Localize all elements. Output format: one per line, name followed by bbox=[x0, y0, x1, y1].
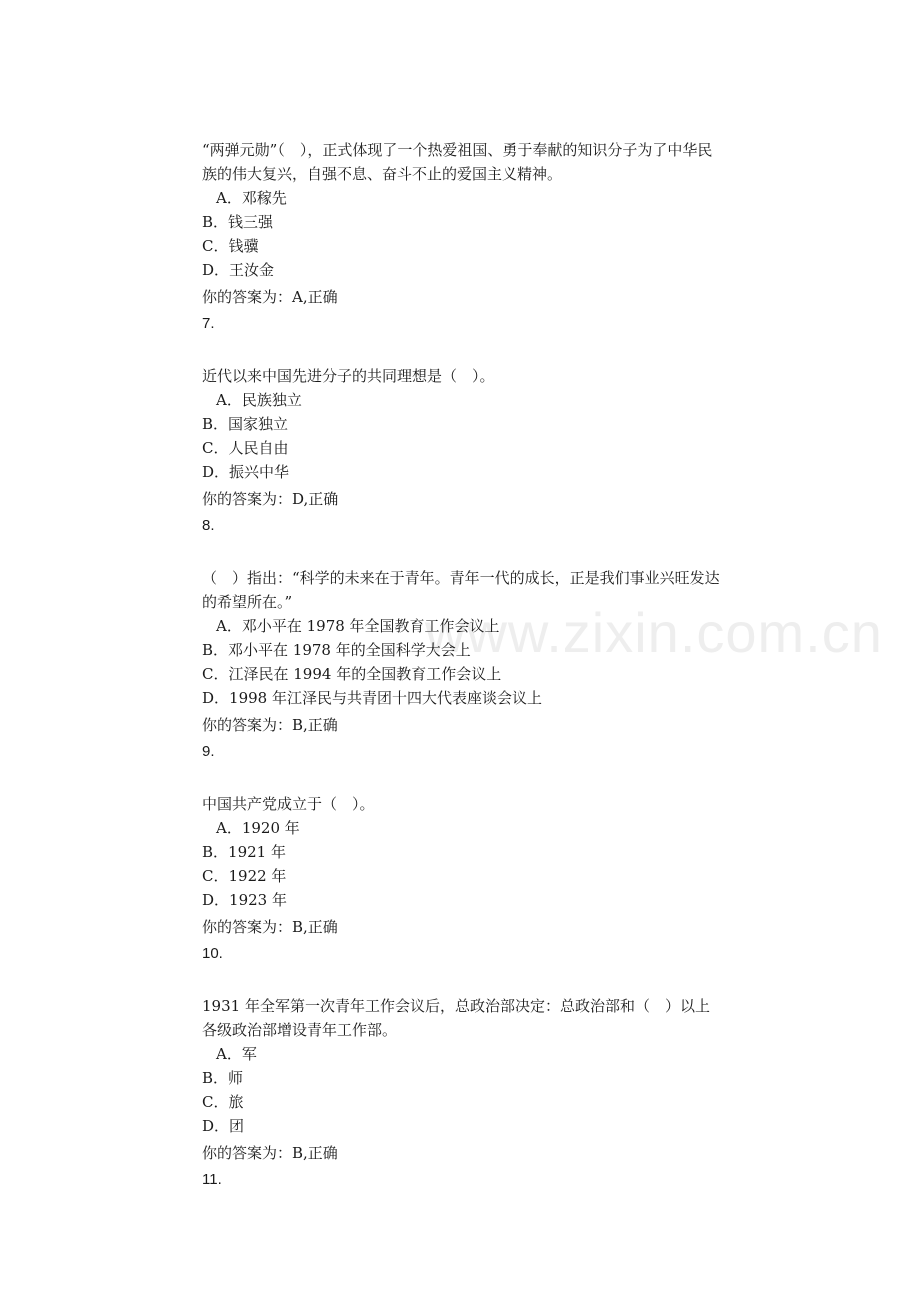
question-item bbox=[202, 792, 722, 966]
question-stem: 中国共产党成立于（ ）。 bbox=[202, 795, 375, 813]
option-c: C．钱骥 bbox=[202, 237, 259, 255]
answer-line: 你的答案为：B,正确 bbox=[202, 716, 338, 734]
question-stem: 1931 年全军第一次青年工作会议后，总政治部决定：总政治部和（ ）以上各级政治部增设青年工作部。 bbox=[202, 997, 710, 1039]
question-stem: （ ）指出：“科学的未来在于青年。青年一代的成长，正是我们事业兴旺发达的希望所在。” bbox=[202, 569, 720, 611]
question-number: 11. bbox=[202, 1171, 222, 1188]
option-c: C．江泽民在 1994 年的全国教育工作会议上 bbox=[202, 665, 502, 683]
answer-line: 你的答案为：D,正确 bbox=[202, 490, 339, 508]
question-stem: “两弹元勋”（ ），正式体现了一个热爱祖国、勇于奉献的知识分子为了中华民族的伟大复兴，自强不息、奋斗不止的爱国主义精神。 bbox=[202, 141, 713, 183]
option-c: C．1922 年 bbox=[202, 867, 287, 885]
question-stem: 近代以来中国先进分子的共同理想是（ ）。 bbox=[202, 367, 495, 385]
option-b: B．师 bbox=[202, 1069, 244, 1087]
question-list bbox=[202, 138, 722, 1220]
option-d: D．王汝金 bbox=[202, 261, 275, 279]
watermark: www.zixin.com.cn bbox=[425, 601, 883, 664]
option-b: B．1921 年 bbox=[202, 843, 286, 861]
option-a: A．1920 年 bbox=[216, 819, 300, 837]
question-item bbox=[202, 994, 722, 1192]
option-c: C．旅 bbox=[202, 1093, 244, 1111]
option-d: D．团 bbox=[202, 1117, 245, 1135]
option-c: C．人民自由 bbox=[202, 439, 289, 457]
option-b: B．国家独立 bbox=[202, 415, 289, 433]
option-d: D．振兴中华 bbox=[202, 463, 290, 481]
question-number: 8. bbox=[202, 517, 215, 534]
question-number: 7. bbox=[202, 315, 215, 332]
option-a: A．民族独立 bbox=[216, 391, 302, 409]
answer-line: 你的答案为：B,正确 bbox=[202, 1144, 338, 1162]
option-a: A．邓稼先 bbox=[216, 189, 287, 207]
option-d: D．1998 年江泽民与共青团十四大代表座谈会议上 bbox=[202, 689, 542, 707]
answer-line: 你的答案为：A,正确 bbox=[202, 288, 338, 306]
question-number: 9. bbox=[202, 743, 215, 760]
option-d: D．1923 年 bbox=[202, 891, 287, 909]
option-a: A．邓小平在 1978 年全国教育工作会议上 bbox=[216, 617, 500, 635]
option-b: B．邓小平在 1978 年的全国科学大会上 bbox=[202, 641, 471, 659]
answer-line: 你的答案为：B,正确 bbox=[202, 918, 338, 936]
option-b: B．钱三强 bbox=[202, 213, 274, 231]
question-item bbox=[202, 364, 722, 538]
question-number: 10. bbox=[202, 945, 223, 962]
question-item bbox=[202, 566, 722, 764]
option-a: A．军 bbox=[216, 1045, 257, 1063]
question-item bbox=[202, 138, 722, 336]
